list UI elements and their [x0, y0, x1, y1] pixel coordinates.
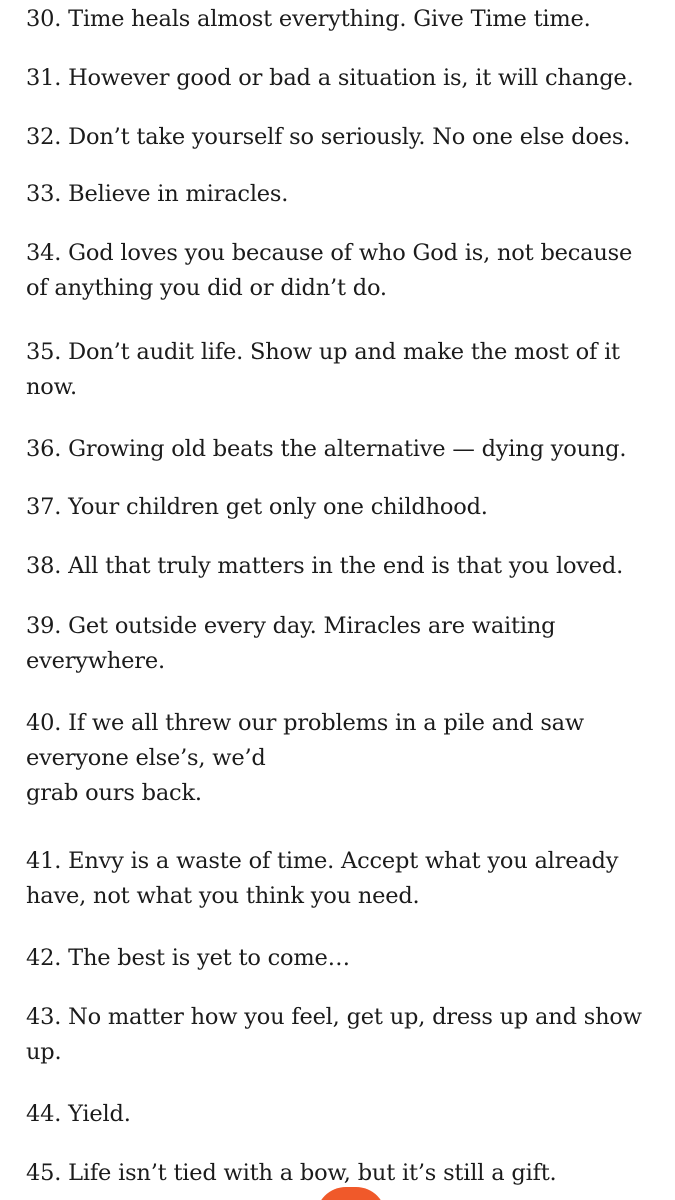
list-item-text: up.	[26, 1039, 62, 1065]
list-item-text: 30. Time heals almost everything. Give Time time.	[26, 6, 591, 32]
list-item-40	[26, 706, 671, 811]
list-item-42	[26, 941, 671, 976]
list-item-text: 31. However good or bad a situation is, it will change.	[26, 65, 634, 91]
list-item-41	[26, 844, 671, 914]
list-item-38	[26, 549, 671, 584]
list-item-text: 41. Envy is a waste of time. Accept what you already	[26, 848, 619, 874]
list-item-text: of anything you did or didn’t do.	[26, 275, 387, 301]
list-item-text: 36. Growing old beats the alternative — dying young.	[26, 436, 627, 462]
list-item-37	[26, 490, 671, 525]
list-item-31	[26, 61, 671, 96]
list-item-text: everyone else’s, we’d	[26, 745, 266, 771]
list-item-33	[26, 177, 671, 212]
list-item-34	[26, 236, 671, 306]
list-item-45	[26, 1156, 671, 1191]
list-item-36	[26, 432, 671, 467]
list-item-text: 43. No matter how you feel, get up, dress up and show	[26, 1004, 642, 1030]
list-item-text: 42. The best is yet to come…	[26, 945, 350, 971]
list-item-text: have, not what you think you need.	[26, 883, 420, 909]
list-item-text: everywhere.	[26, 648, 165, 674]
article-body	[26, 0, 671, 1200]
list-item-text: grab ours back.	[26, 780, 202, 806]
list-item-35	[26, 335, 671, 405]
list-item-text: 37. Your children get only one childhood.	[26, 494, 488, 520]
list-item-32	[26, 120, 671, 155]
list-item-44	[26, 1097, 671, 1132]
list-item-text: 35. Don’t audit life. Show up and make the most of it	[26, 339, 620, 365]
list-item-text: 38. All that truly matters in the end is that you loved.	[26, 553, 624, 579]
list-item-39	[26, 609, 671, 679]
list-item-43	[26, 1000, 671, 1070]
list-item-text: 33. Believe in miracles.	[26, 181, 289, 207]
list-item-text: 40. If we all threw our problems in a pile and saw	[26, 710, 584, 736]
list-item-text: 39. Get outside every day. Miracles are waiting	[26, 613, 556, 639]
list-item-text: 34. God loves you because of who God is, not because	[26, 240, 633, 266]
list-item-text: 45. Life isn’t tied with a bow, but it’s still a gift.	[26, 1160, 557, 1186]
list-item-text: 44. Yield.	[26, 1101, 131, 1127]
list-item-text: 32. Don’t take yourself so seriously. No one else does.	[26, 124, 631, 150]
list-item-text: now.	[26, 374, 77, 400]
list-item-30	[26, 2, 671, 37]
